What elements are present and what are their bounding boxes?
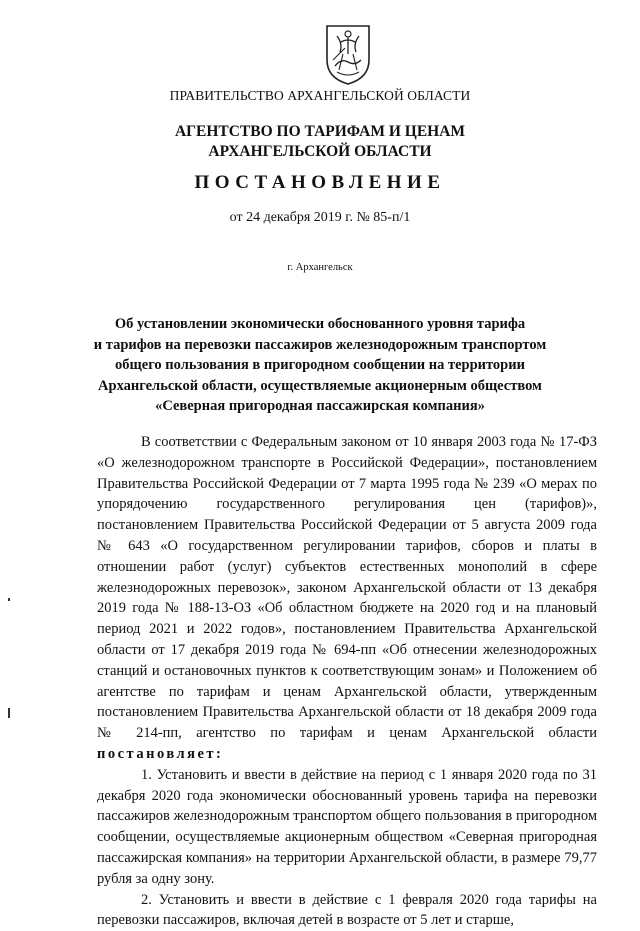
title-line-2: и тарифов на перевозки пассажиров железнодорожным транспортом (93, 336, 547, 353)
document-body (97, 432, 597, 931)
preamble-text: В соответствии с Федеральным законом от 10 января 2003 года № 17-ФЗ «О железнодорожном транспорте в Российской Федерации», постановлением Правительства Российской Федерации от 7 марта 1995 года № 239 «О мерах по упорядочению государственного регулирования цен (тарифов)», постановлением Правительства Российской Федерации от 5 августа 2009 года № 643 «О государственном регулировании тарифов, сборов и платы в отношении работ (услуг) субъектов естественных монополий в сфере железнодорожных перевозок», законом Архангельской области от 13 декабря 2019 года № 188-13-ОЗ «Об областном бюджете на 2020 год и на плановый период 2021 и 2022 годов», постановлением Правительства Архангельской области от 17 декабря 2019 года № 694-пп «Об отнесении железнодорожных станций и остановочных пунктов к соответствующим зонам» и Положением об агентстве по тарифам и ценам Архангельской области, утвержденным постановлением Правительства Архангельской области от 18 декабря 2009 года № 214-пп, агентство по тарифам и ценам Архангельской области (97, 434, 597, 742)
agency-name (0, 122, 640, 162)
scan-edge-mark (8, 598, 10, 601)
preamble-paragraph (97, 432, 597, 765)
title-line-4: Архангельской области, осуществляемые акционерным обществом (98, 377, 542, 394)
document-date-number: от 24 декабря 2019 г. № 85-п/1 (229, 210, 411, 225)
coat-of-arms-icon (323, 22, 373, 86)
item-1-paragraph: 1. Установить и ввести в действие на период с 1 января 2020 года по 31 декабря 2020 года экономически обоснованный уровень тарифа на перевозки пассажиров железнодорожным транспортом общего пользования в пригородном сообщении, осуществляемые акционерным обществом «Северная пригородная пассажирская компания» на территории Архангельской области, в размере 79,77 рубля за одну зону. (97, 766, 597, 887)
agency-line-2: АРХАНГЕЛЬСКОЙ ОБЛАСТИ (208, 143, 432, 160)
document-title (0, 314, 640, 417)
item-2-paragraph: 2. Установить и ввести в действие с 1 февраля 2020 года тарифы на перевозки пассажиров, включая детей в возрасте от 5 лет и старше, (97, 891, 597, 929)
agency-line-1: АГЕНТСТВО ПО ТАРИФАМ И ЦЕНАМ (174, 123, 466, 140)
title-line-3: общего пользования в пригородном сообщении на территории (115, 357, 525, 373)
title-line-1: Об установлении экономически обоснованного уровня тарифа (114, 316, 526, 332)
document-type: ПОСТАНОВЛЕНИЕ (194, 172, 446, 193)
document-city: г. Архангельск (287, 262, 353, 273)
title-line-5: «Северная пригородная пассажирская компания» (155, 398, 485, 414)
government-name: ПРАВИТЕЛЬСТВО АРХАНГЕЛЬСКОЙ ОБЛАСТИ (169, 88, 471, 103)
decides-word: постановляет: (97, 745, 224, 762)
scan-edge-mark (8, 708, 10, 718)
